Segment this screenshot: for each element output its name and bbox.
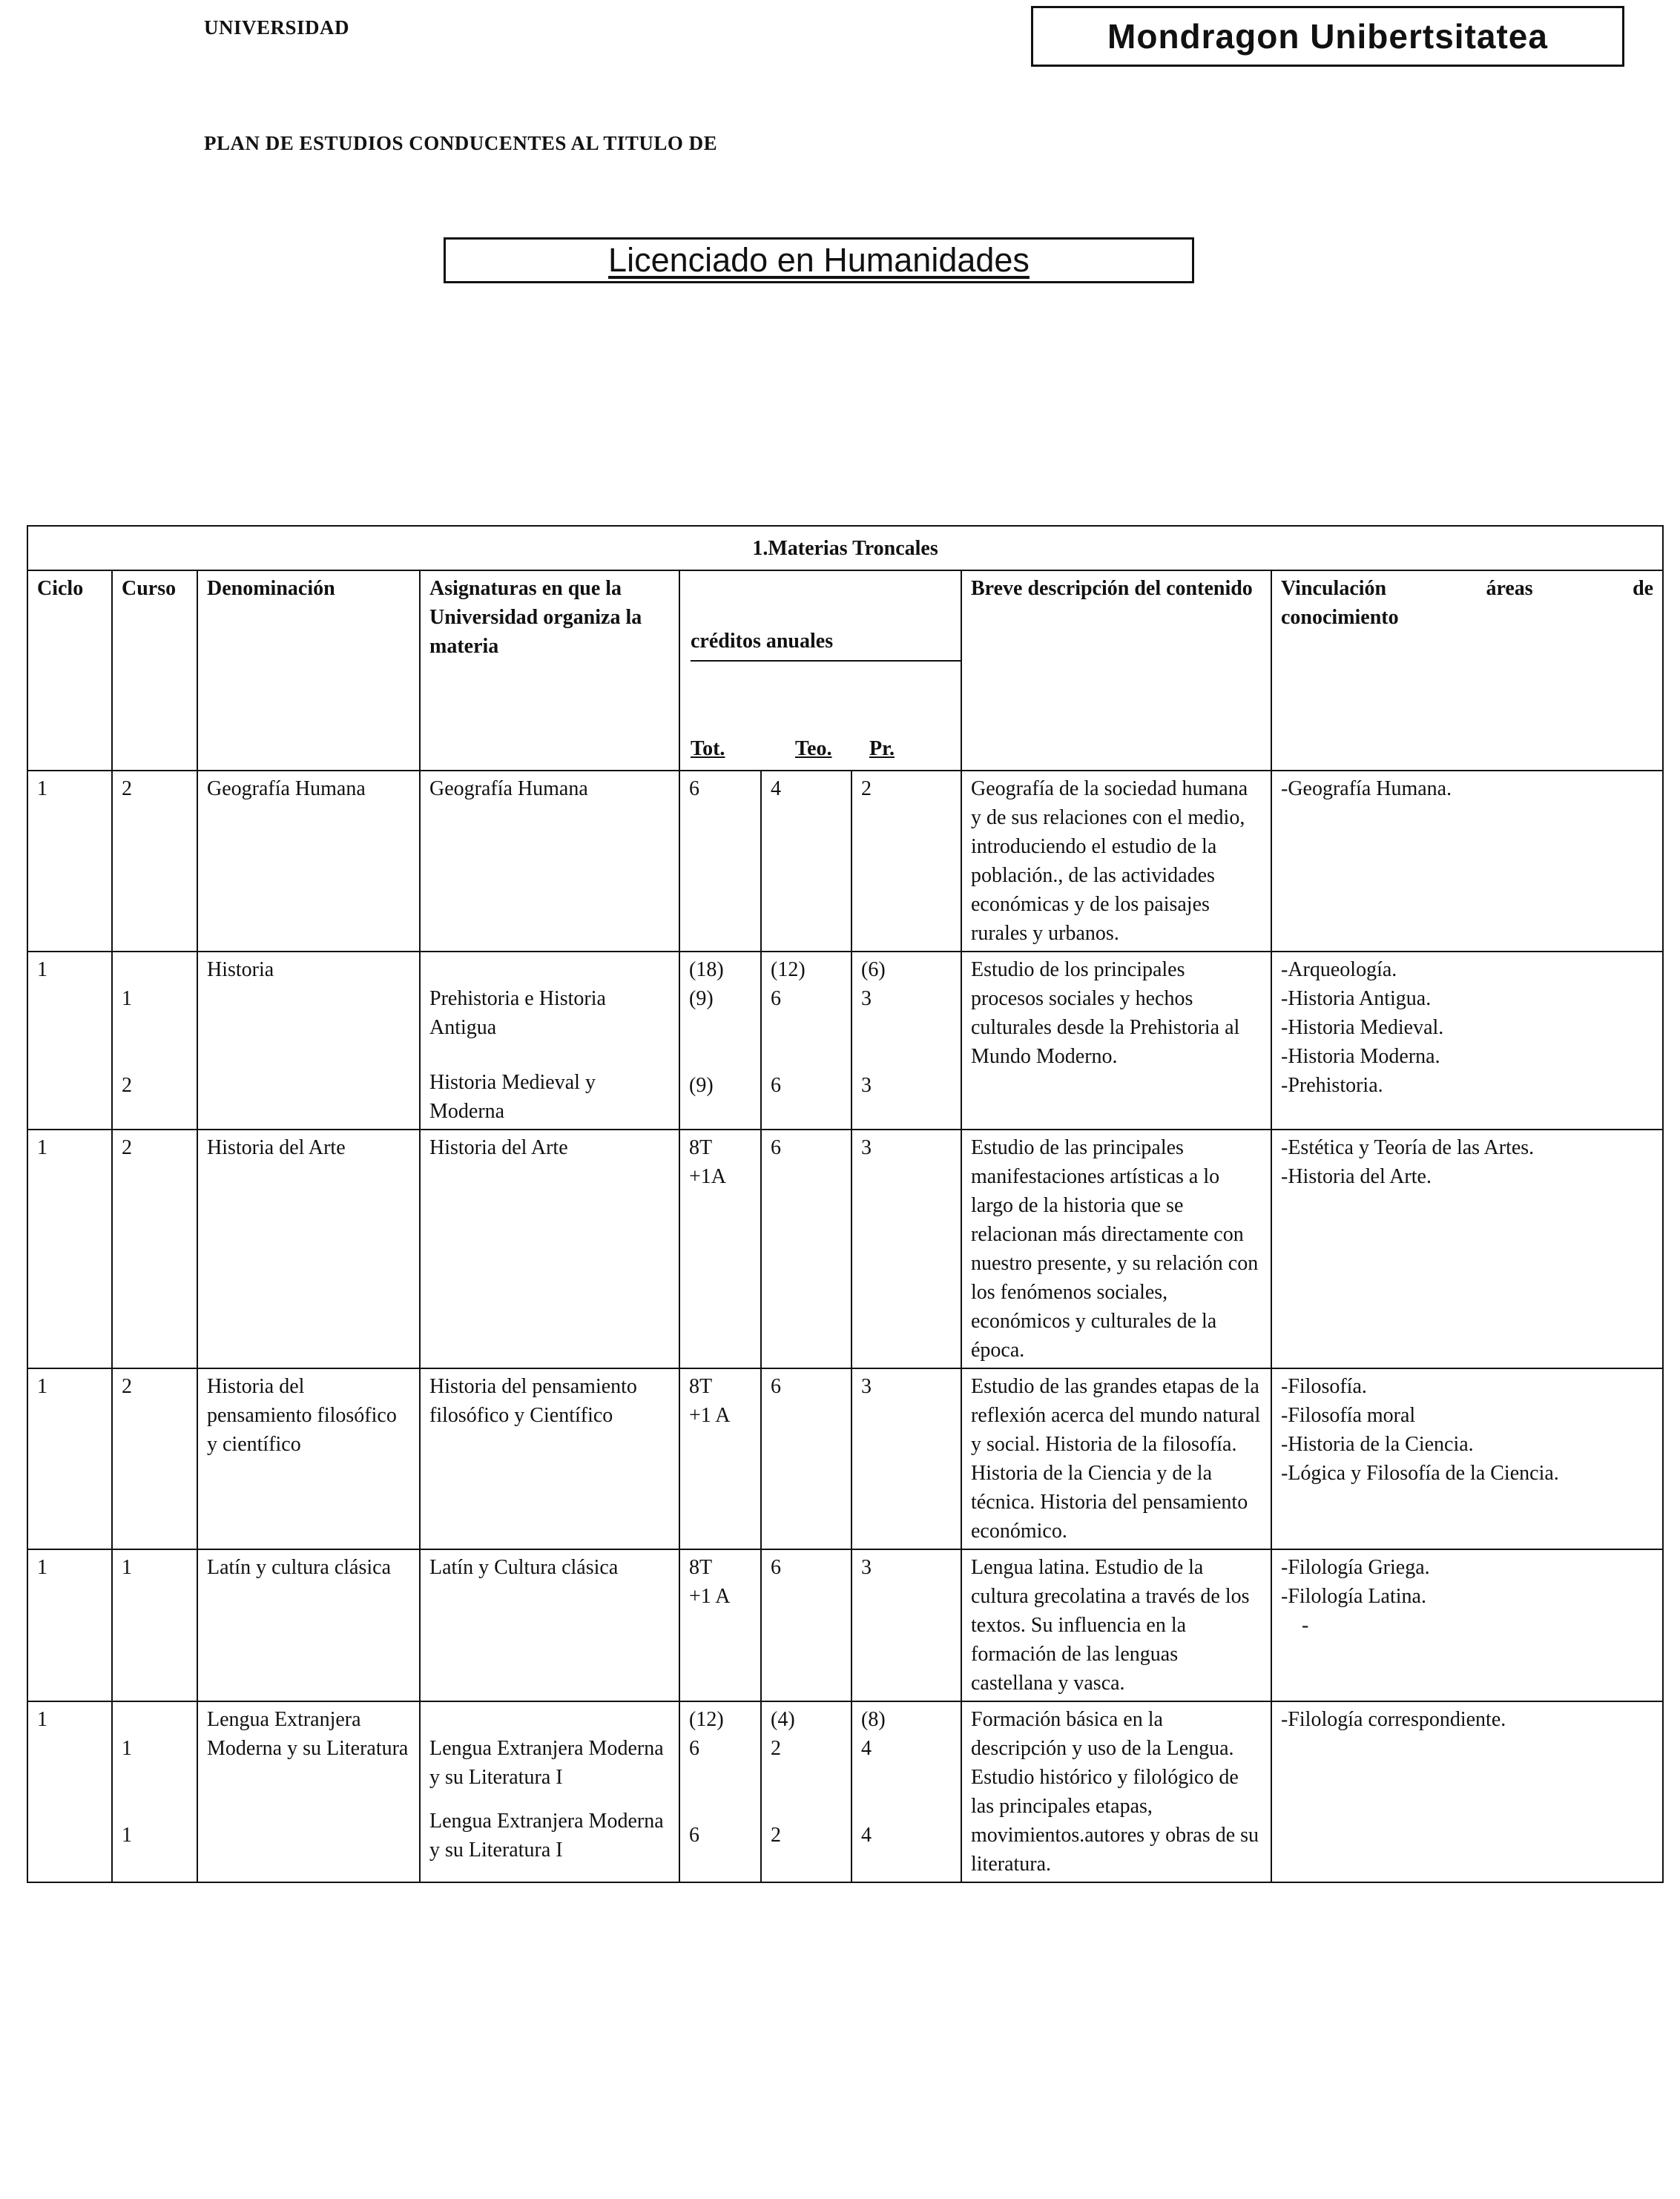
sub-teo: 2 — [771, 1824, 781, 1847]
cell-tot — [679, 1368, 761, 1549]
sub-asignatura: Prehistoria e Historia Antigua — [429, 987, 606, 1039]
cell-curso: 1 — [112, 1549, 197, 1701]
tot-line: +1 A — [689, 1585, 731, 1608]
cell-ciclo: 1 — [27, 952, 112, 1130]
university-name-box: Mondragon Unibertsitatea — [1031, 6, 1624, 67]
cell-areas — [1271, 1701, 1663, 1882]
cell-asignatura — [420, 1701, 679, 1882]
tot-line: +1 A — [689, 1404, 731, 1427]
cell-tot — [679, 1130, 761, 1368]
cell-descripcion: Estudio de las principales manifestaciones artísticas a lo largo de la historia que se relacionan más directamente con nuestro presente, y su relación con los fenómenos sociales, económicos y culturales de la época. — [961, 1130, 1271, 1368]
cell-ciclo: 1 — [27, 1701, 112, 1882]
cell-teo: 6 — [761, 1549, 851, 1701]
cell-asignatura: Geografía Humana — [420, 771, 679, 952]
teo-label: Teo. — [795, 737, 832, 760]
cell-pr: 3 — [851, 1368, 961, 1549]
table-row — [27, 1549, 1663, 1701]
area-item: -Historia Medieval. — [1281, 1016, 1444, 1039]
col-header-descripcion: Breve descripción del contenido — [961, 570, 1271, 771]
sub-teo: 6 — [771, 987, 781, 1010]
cell-tot — [679, 1701, 761, 1882]
area-item: -Arqueología. — [1281, 958, 1397, 981]
sub-tot: 6 — [689, 1737, 699, 1760]
cell-ciclo: 1 — [27, 771, 112, 952]
cell-areas — [1271, 952, 1663, 1130]
tot-line: +1A — [689, 1165, 727, 1188]
cell-descripcion: Lengua latina. Estudio de la cultura grecolatina a través de los textos. Su influencia en la formación de las lenguas castellana y vasca. — [961, 1549, 1271, 1701]
area-item: -Filología Griega. — [1281, 1556, 1430, 1579]
cell-denominacion: Historia del pensamiento filosófico y científico — [197, 1368, 420, 1549]
degree-title-box — [444, 237, 1194, 283]
area-item: -Historia de la Ciencia. — [1281, 1433, 1474, 1456]
tot-label: Tot. — [691, 737, 725, 760]
tot-line: 8T — [689, 1556, 713, 1579]
area-item: -Prehistoria. — [1281, 1074, 1383, 1097]
area-item: -Filología correspondiente. — [1281, 1708, 1506, 1731]
cell-curso: 2 — [112, 1368, 197, 1549]
sub-tot: (9) — [689, 987, 714, 1010]
cell-pr: 3 — [851, 1549, 961, 1701]
sub-tot: (9) — [689, 1074, 714, 1097]
cell-descripcion: Estudio de las grandes etapas de la reflexión acerca del mundo natural y social. Historia de la filosofía. Historia de la Ciencia y de la técnica. Historia del pensamiento económico. — [961, 1368, 1271, 1549]
cell-teo — [761, 1701, 851, 1882]
sub-pr: 4 — [861, 1824, 872, 1847]
cell-areas — [1271, 1130, 1663, 1368]
table-row — [27, 771, 1663, 952]
cell-asignatura: Latín y Cultura clásica — [420, 1549, 679, 1701]
cell-curso — [112, 952, 197, 1130]
cell-curso: 2 — [112, 771, 197, 952]
sub-teo: 6 — [771, 1074, 781, 1097]
cell-tot: 6 — [679, 771, 761, 952]
col-header-creditos — [679, 570, 961, 771]
area-item: -Lógica y Filosofía de la Ciencia. — [1281, 1462, 1559, 1485]
cell-asignatura: Historia del pensamiento filosófico y Científico — [420, 1368, 679, 1549]
area-item: -Historia del Arte. — [1281, 1165, 1432, 1188]
col-header-vinculacion — [1271, 570, 1663, 771]
sub-curso: 1 — [122, 1737, 132, 1760]
cell-teo: 4 — [761, 771, 851, 952]
vinculacion-word-2: áreas — [1486, 577, 1533, 600]
cell-teo: 6 — [761, 1130, 851, 1368]
col-header-ciclo: Ciclo — [27, 570, 112, 771]
materias-troncales-table — [27, 525, 1664, 1883]
cell-ciclo: 1 — [27, 1368, 112, 1549]
cell-denominacion: Latín y cultura clásica — [197, 1549, 420, 1701]
area-item: -Filología Latina. — [1281, 1585, 1426, 1608]
cell-asignatura — [420, 952, 679, 1130]
cell-pr: 3 — [851, 1130, 961, 1368]
cell-tot — [679, 952, 761, 1130]
area-item: -Filosofía. — [1281, 1375, 1367, 1398]
area-item: - — [1302, 1614, 1309, 1637]
vinculacion-word-1: Vinculación — [1281, 577, 1387, 600]
col-header-denominacion: Denominación — [197, 570, 420, 771]
sub-asignatura: Historia Medieval y Moderna — [429, 1071, 596, 1123]
cell-pr — [851, 952, 961, 1130]
header-row — [27, 570, 1663, 771]
table-row — [27, 1368, 1663, 1549]
cell-denominacion: Historia del Arte — [197, 1130, 420, 1368]
sub-tot: 6 — [689, 1824, 699, 1847]
cell-areas — [1271, 771, 1663, 952]
cell-areas — [1271, 1368, 1663, 1549]
tot-line: 8T — [689, 1375, 713, 1398]
col-header-curso: Curso — [112, 570, 197, 771]
tot-line: 8T — [689, 1136, 713, 1159]
sub-asignatura: Lengua Extranjera Moderna y su Literatura I — [429, 1810, 664, 1862]
total-value: (6) — [861, 958, 886, 981]
creditos-label: créditos anuales — [691, 627, 961, 662]
total-value: (4) — [771, 1708, 795, 1731]
table-row — [27, 1701, 1663, 1882]
sub-pr: 3 — [861, 1074, 872, 1097]
col-header-asignaturas: Asignaturas en que la Universidad organiza la materia — [420, 570, 679, 771]
table-row — [27, 1130, 1663, 1368]
total-value: (12) — [689, 1708, 724, 1731]
sub-asignatura: Lengua Extranjera Moderna y su Literatura I — [429, 1737, 664, 1789]
cell-denominacion: Lengua Extranjera Moderna y su Literatura — [197, 1701, 420, 1882]
sub-pr: 3 — [861, 987, 872, 1010]
area-item: -Geografía Humana. — [1281, 777, 1452, 800]
cell-descripcion: Estudio de los principales procesos sociales y hechos culturales desde la Prehistoria al Mundo Moderno. — [961, 952, 1271, 1130]
sub-pr: 4 — [861, 1737, 872, 1760]
vinculacion-word-3: de — [1633, 577, 1654, 600]
cell-ciclo: 1 — [27, 1130, 112, 1368]
total-value: (18) — [689, 958, 724, 981]
area-item: -Filosofía moral — [1281, 1404, 1416, 1427]
cell-denominacion: Historia — [197, 952, 420, 1130]
university-label: UNIVERSIDAD — [204, 16, 350, 39]
cell-areas — [1271, 1549, 1663, 1701]
area-item: -Historia Moderna. — [1281, 1045, 1440, 1068]
cell-ciclo: 1 — [27, 1549, 112, 1701]
area-item: -Estética y Teoría de las Artes. — [1281, 1136, 1535, 1159]
area-item: -Historia Antigua. — [1281, 987, 1432, 1010]
table-row — [27, 952, 1663, 1130]
cell-asignatura: Historia del Arte — [420, 1130, 679, 1368]
cell-teo: 6 — [761, 1368, 851, 1549]
vinculacion-word-4: conocimiento — [1281, 606, 1399, 629]
cell-pr: 2 — [851, 771, 961, 952]
total-value: (12) — [771, 958, 806, 981]
plan-heading: PLAN DE ESTUDIOS CONDUCENTES AL TITULO DE — [204, 132, 718, 154]
pr-label: Pr. — [869, 737, 895, 760]
sub-curso: 1 — [122, 1824, 132, 1847]
cell-pr — [851, 1701, 961, 1882]
cell-curso: 2 — [112, 1130, 197, 1368]
sub-curso: 1 — [122, 987, 132, 1010]
cell-descripcion: Geografía de la sociedad humana y de sus relaciones con el medio, introduciendo el estudio de la población., de las actividades económicas y de los paisajes rurales y urbanos. — [961, 771, 1271, 952]
total-value: (8) — [861, 1708, 886, 1731]
cell-denominacion: Geografía Humana — [197, 771, 420, 952]
cell-tot — [679, 1549, 761, 1701]
cell-curso — [112, 1701, 197, 1882]
section-title: 1.Materias Troncales — [27, 526, 1663, 570]
sub-curso: 2 — [122, 1074, 132, 1097]
cell-teo — [761, 952, 851, 1130]
degree-title: Licenciado en Humanidades — [608, 241, 1030, 279]
cell-descripcion: Formación básica en la descripción y uso de la Lengua. Estudio histórico y filológico de las principales etapas, movimientos.autores y obras de su literatura. — [961, 1701, 1271, 1882]
sub-teo: 2 — [771, 1737, 781, 1760]
